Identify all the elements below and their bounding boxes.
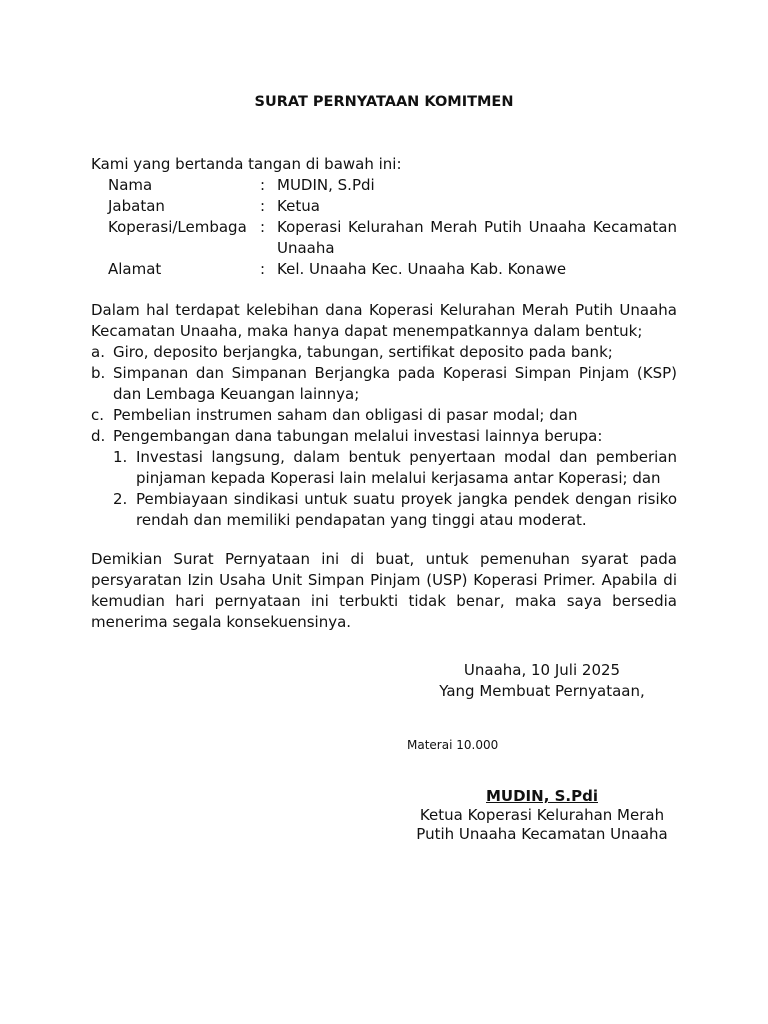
field-row-jabatan	[91, 196, 677, 217]
maker-label: Yang Membuat Pernyataan,	[439, 682, 645, 700]
list-marker: a.	[91, 343, 105, 361]
list-item	[91, 363, 677, 405]
signer-name: MUDIN, S.Pdi	[486, 787, 598, 805]
document-title: SURAT PERNYATAAN KOMITMEN	[254, 94, 514, 110]
sub-list-text: Investasi langsung, dalam bentuk penyertaan modal dan pemberian pinjaman kepada Koperasi lain melalui kerjasama antar Koperasi; dan	[136, 448, 677, 487]
list-text: Giro, deposito berjangka, tabungan, sertifikat deposito pada bank;	[113, 343, 613, 361]
field-colon: :	[260, 197, 266, 215]
list-item	[91, 342, 677, 363]
list-text: Pembelian instrumen saham dan obligasi di pasar modal; dan	[113, 406, 578, 424]
field-row-alamat	[91, 259, 677, 280]
field-label: Koperasi/Lembaga	[108, 218, 247, 236]
field-value: Ketua	[277, 197, 320, 215]
field-label: Alamat	[108, 260, 162, 278]
field-colon: :	[260, 260, 266, 278]
sub-list-text: Pembiayaan sindikasi untuk suatu proyek jangka pendek dengan risiko rendah dan memiliki pendapatan yang tinggi atau moderat.	[136, 490, 677, 529]
list-marker: b.	[91, 364, 106, 382]
list-marker: c.	[91, 406, 105, 424]
field-colon: :	[260, 176, 266, 194]
field-label: Jabatan	[108, 197, 165, 215]
signer-position	[400, 806, 684, 844]
list-text: Pengembangan dana tabungan melalui investasi lainnya berupa:	[113, 427, 603, 445]
list-marker: d.	[91, 427, 106, 445]
list-item	[91, 426, 677, 447]
field-label: Nama	[108, 176, 153, 194]
signer-position-line: Putih Unaaha Kecamatan Unaaha	[416, 825, 668, 843]
list-text: Simpanan dan Simpanan Berjangka pada Koperasi Simpan Pinjam (KSP) dan Lembaga Keuangan lainnya;	[113, 364, 677, 403]
place-date: Unaaha, 10 Juli 2025	[463, 661, 621, 679]
field-value: Koperasi Kelurahan Merah Putih Unaaha Kecamatan Unaaha	[277, 218, 677, 257]
sub-list-marker: 1.	[113, 448, 128, 466]
field-value: MUDIN, S.Pdi	[277, 176, 375, 194]
field-value: Kel. Unaaha Kec. Unaaha Kab. Konawe	[277, 260, 567, 278]
sub-list-item	[91, 447, 677, 489]
intro-text: Kami yang bertanda tangan di bawah ini:	[91, 155, 402, 173]
signer-position-line: Ketua Koperasi Kelurahan Merah	[419, 806, 665, 824]
field-row-koperasi	[91, 217, 677, 259]
sub-list-item	[91, 489, 677, 531]
field-row-nama	[91, 175, 677, 196]
identity-fields	[91, 175, 677, 280]
field-colon: :	[260, 218, 266, 236]
materai-label: Materai 10.000	[407, 738, 499, 752]
sub-list-marker: 2.	[113, 490, 128, 508]
paragraph-penutup: Demikian Surat Pernyataan ini di buat, untuk pemenuhan syarat pada persyaratan Izin Usaha Unit Simpan Pinjam (USP) Koperasi Primer. Apabila di kemudian hari pernyataan ini terbukti tidak benar, maka saya bersedia menerima segala konsekuensinya.	[91, 550, 677, 631]
list-item	[91, 405, 677, 426]
placement-list	[91, 342, 677, 531]
paragraph-kelebihan-dana: Dalam hal terdapat kelebihan dana Koperasi Kelurahan Merah Putih Unaaha Kecamatan Unaaha, maka hanya dapat menempatkannya dalam bentuk;	[91, 301, 677, 340]
